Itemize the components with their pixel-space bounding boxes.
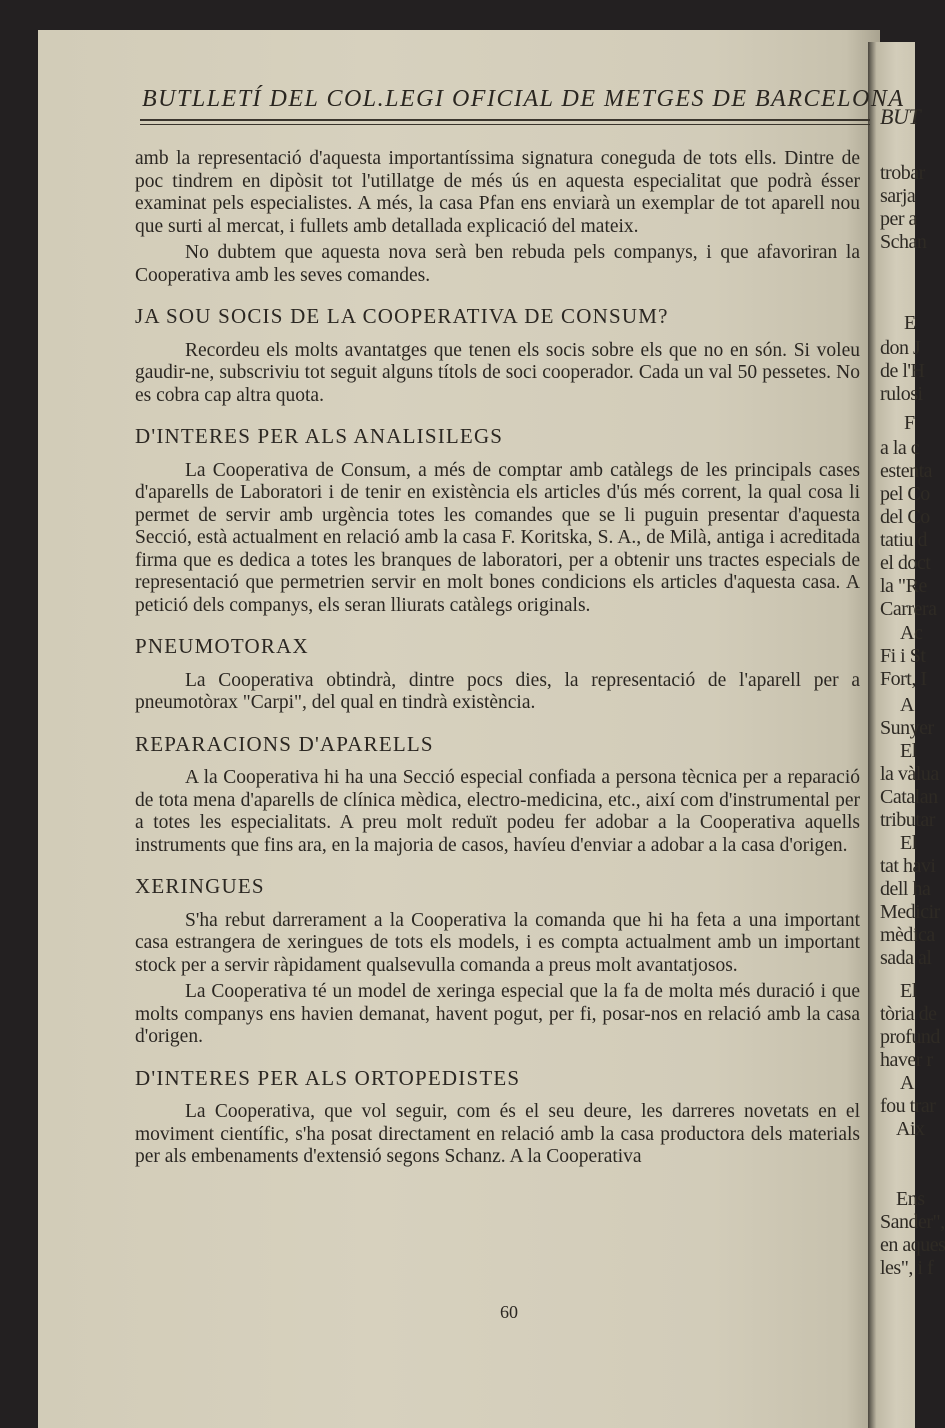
- adjacent-page-text: A: [900, 1072, 914, 1094]
- adjacent-page-text: Sander",: [880, 1211, 945, 1233]
- adjacent-page-text: en aques: [880, 1234, 945, 1256]
- paragraph: La Cooperativa obtindrà, dintre pocs dies, la representació de l'aparell per a pneumotòrax "Carpi", del qual en tindrà existència.: [135, 669, 860, 713]
- header-rule: [140, 124, 870, 125]
- paragraph: La Cooperativa, que vol seguir, com és el seu deure, les darreres novetats en el moviment científic, s'ha posat directament en relació amb la casa productora dels materials per als embenaments d'extensió segons Schanz. A la Cooperativa: [135, 1101, 860, 1167]
- section-heading: D'INTERES PER ALS ORTOPEDISTES: [135, 1065, 521, 1090]
- adjacent-page-text: F: [904, 412, 915, 434]
- adjacent-page-text: Ens: [896, 1188, 925, 1210]
- section-heading: XERINGUES: [135, 874, 265, 898]
- adjacent-page-text: tat havi: [880, 855, 936, 877]
- section-heading: D'INTERES PER ALS ANALISILEGS: [135, 424, 504, 448]
- adjacent-page-text: sada al: [880, 947, 932, 969]
- adjacent-page-text: fou trar: [880, 1095, 936, 1117]
- paragraph: amb la representació d'aquesta importantíssima signatura coneguda de tots ells. Dintre de poc tindrem en dipòsit tot l'utillatge de més ús en aquesta especialitat que podrà ésser examinat pels especialistes. A més, la casa Pfan ens enviarà un exemplar de tot aparell nou que surti al mercat, i fullets amb detallada explicació del mateix.: [135, 148, 860, 237]
- adjacent-page-text: El: [900, 740, 917, 762]
- paragraph: La Cooperativa té un model de xeringa especial que la fa de molta més duració i que molts companys ens havien demanat, havent pogut, per fi, posar-nos en relació amb la casa d'origen.: [135, 981, 860, 1047]
- section-heading: PNEUMOTORAX: [135, 634, 309, 658]
- adjacent-page-text: Medicir: [880, 901, 940, 923]
- adjacent-page-text: Aix: [896, 1118, 925, 1140]
- adjacent-page-text: don J: [880, 337, 921, 359]
- paragraph: La Cooperativa de Consum, a més de comptar amb catàlegs de les principals cases d'aparells de Laboratori i de tenir en existència els articles d'ús més corrent, la qual cosa li permet de servir amb urgència totes les comandes que se li puguin presentar d'aquesta Secció, està actualment en relació amb la casa F. Koritska, S. A., de Milà, antiga i acreditada firma que es dedica a totes les branques de laboratori, per a obtenir uns tractes especials de representació que permetrien servir en molt bones condicions els articles d'aquesta casa. A petició dels companys, els seran lliurats catàlegs originals.: [135, 459, 860, 616]
- adjacent-page-text: tributar: [880, 809, 935, 831]
- adjacent-page-text: El: [900, 980, 917, 1002]
- adjacent-page-text: tatiu d: [880, 529, 928, 551]
- adjacent-page-text: del Co: [880, 506, 930, 528]
- adjacent-page-text: Ac: [900, 622, 923, 644]
- adjacent-page-text: Catalan: [880, 786, 938, 808]
- adjacent-page-text: haver r: [880, 1049, 933, 1071]
- adjacent-page-text: Schan: [880, 231, 927, 253]
- adjacent-page-text: E: [904, 312, 916, 334]
- adjacent-page-text: A: [900, 694, 914, 716]
- adjacent-page-text: mèdica: [880, 924, 935, 946]
- adjacent-page-text: El: [900, 832, 917, 854]
- running-head: BUTLLETÍ DEL COL.LEGI OFICIAL DE METGES DE BARCELONA: [142, 86, 905, 112]
- adjacent-page-text: tòria de: [880, 1003, 937, 1025]
- paragraph: Recordeu els molts avantatges que tenen els socis sobre els que no en són. Si voleu gaudir-ne, subscriviu tot seguit alguns títols de soci cooperador. Cada un val 50 pessetes. No es cobra cap altra quota.: [135, 339, 860, 406]
- adjacent-page-text: de l'H: [880, 360, 925, 382]
- adjacent-page-text: trobar: [880, 162, 925, 184]
- adjacent-page-text: la vàlua: [880, 763, 939, 785]
- adjacent-page-text: pel Co: [880, 483, 930, 505]
- adjacent-page-text: dell ha: [880, 878, 931, 900]
- adjacent-page-text: profund: [880, 1026, 940, 1048]
- header-rule: [140, 119, 870, 121]
- adjacent-page-text: el doct: [880, 552, 931, 574]
- page-number: 60: [500, 1302, 518, 1322]
- adjacent-page-text: Carrera: [880, 598, 937, 620]
- paragraph: S'ha rebut darrerament a la Cooperativa la comanda que hi ha feta a una important casa estrangera de xeringues de tots els models, i es compta actualment amb un important stock per a servir ràpidament qualsevulla comanda a preus molt avantatjosos.: [135, 909, 860, 976]
- article-body: [135, 148, 860, 1169]
- adjacent-page-text: la "Re: [880, 575, 927, 597]
- adjacent-page-text: Sunyer: [880, 717, 934, 739]
- adjacent-page-text: sarja: [880, 185, 916, 207]
- adjacent-page-text: BUT: [880, 104, 921, 129]
- adjacent-page-text: a la c: [880, 437, 920, 459]
- paragraph: A la Cooperativa hi ha una Secció especial confiada a persona tècnica per a reparació de tota mena d'aparells de clínica mèdica, electro-medicina, etc., així com d'instrumental per a totes les especialitats. A preu molt reduït podeu fer adobar a la Cooperativa aquells instruments que fins ara, en la majoria de casos, havíeu d'enviar a adobar a la casa d'origen.: [135, 767, 860, 856]
- adjacent-page-text: estenta: [880, 460, 933, 482]
- paragraph: No dubtem que aquesta nova serà ben rebuda pels companys, i que afavoriran la Cooperativa amb les seves comandes.: [135, 242, 860, 286]
- adjacent-page-text: Fi i St: [880, 645, 926, 667]
- adjacent-page-text: les", i f: [880, 1257, 934, 1279]
- adjacent-page-text: per a: [880, 208, 917, 230]
- section-heading: REPARACIONS D'APARELLS: [135, 731, 434, 756]
- adjacent-page-text: Fort, I: [880, 668, 927, 690]
- section-heading: JA SOU SOCIS DE LA COOPERATIVA DE CONSUM?: [135, 304, 669, 328]
- adjacent-page-text: rulosi: [880, 383, 923, 405]
- adjacent-page-edge: [868, 42, 945, 1428]
